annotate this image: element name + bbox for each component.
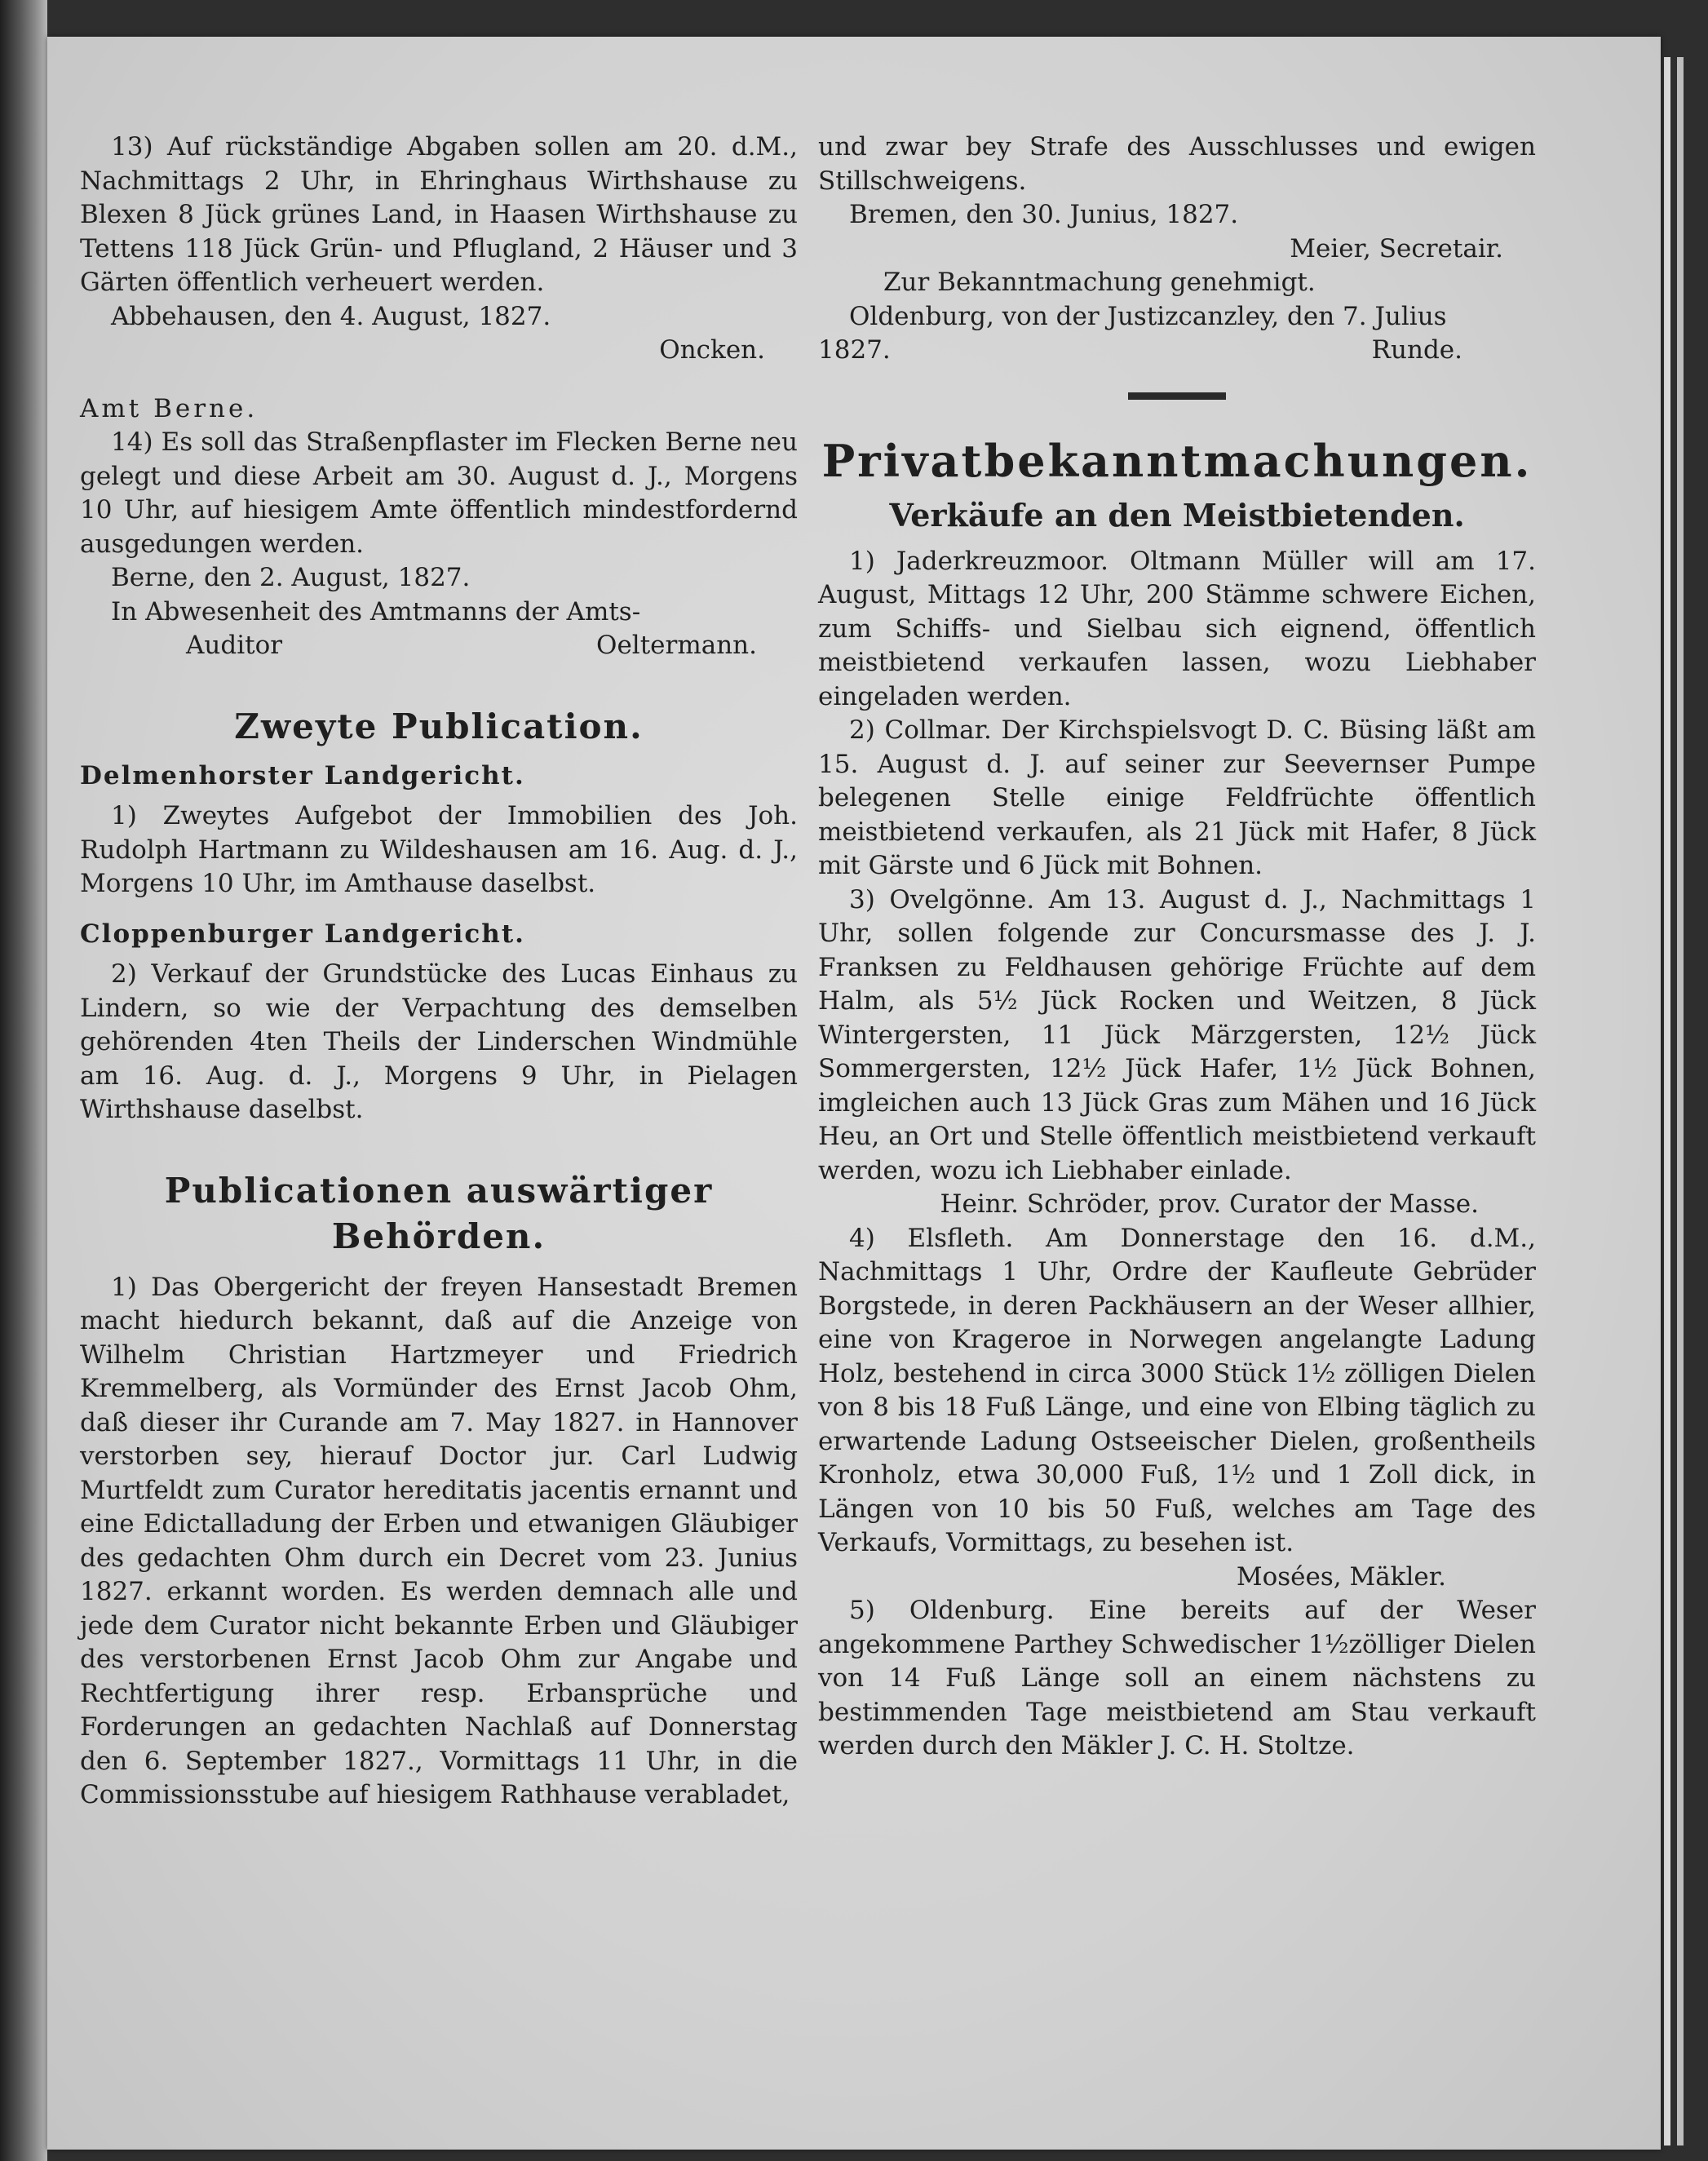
private-notice-2: 2) Collmar. Der Kirchspielsvogt D. C. Büsing läßt am 15. August d. J. auf seiner zur Seevernser Pumpe belegenen Stelle einige Feldfrüchte öffentlich meistbietend verkaufen, als 21 Jück mit Hafer, 8 Jück mit Gärste und 6 Jück mit Bohnen. <box>818 715 1536 880</box>
page-edge <box>1677 57 1684 2146</box>
private-notice-3: 3) Ovelgönne. Am 13. August d. J., Nachmittags 1 Uhr, sollen folgende zur Concursmasse des J. J. Franksen zu Feldhausen gehörige Früchte auf dem Halm, als 5½ Jück Rocken und Weitzen, 8 Jück Wintergersten, 11 Jück Märzgersten, 12½ Jück Sommergersten, 12½ Jück Hafer, 1½ Jück Bohnen, imgleichen auch 13 Jück Gras zum Mähen und 16 Jück Heu, an Ort und Stelle öffentlich meistbietend verkauft werden, wozu ich Liebhaber einlade. <box>818 884 1536 1185</box>
notice-13: 13) Auf rückständige Abgaben sollen am 20. d.M., Nachmittags 2 Uhr, in Ehringhaus Wirthshause zu Blexen 8 Jück grünes Land, in Haasen Wirthshause zu Tettens 118 Jück Grün- und Pflugland, 2 Häuser und 3 Gärten öffentlich verheuert werden. <box>80 132 798 297</box>
private-notice-4: 4) Elsfleth. Am Donnerstage den 16. d.M., Nachmittags 1 Uhr, Ordre der Kaufleute Gebrüder Borgstede, in deren Packhäusern an der Weser allhier, eine von Krageroe in Norwegen angelangte Ladung Holz, bestehend in circa 3000 Stück 1½ zölligen Dielen von 8 bis 18 Fuß Länge, und eine von Elbing täglich zu erwartende Ladung Ostseeischer Dielen, großentheils Kronholz, etwa 30,000 Fuß, 1½ und 1 Zoll dick, in Längen von 10 bis 50 Fuß, welches am Tage des Verkaufs, Vormittags, zu besehen ist. <box>818 1223 1536 1557</box>
notice-14: 14) Es soll das Straßenpflaster im Flecken Berne neu gelegt und diese Arbeit am 30. August d. J., Morgens 10 Uhr, auf hiesigem Amte öffentlich mindestfordernd ausgedungen werden. <box>80 427 798 559</box>
auction-sales-heading: Verkäufe an den Meistbietenden. <box>889 496 1465 534</box>
section-divider <box>1128 392 1226 400</box>
oldenburg-year: 1827. <box>818 335 891 365</box>
private-notice-3-signature: Heinr. Schröder, prov. Curator der Masse. <box>940 1189 1479 1219</box>
cloppenburg-notice-2: 2) Verkauf der Grundstücke des Lucas Einhaus zu Lindern, so wie der Verpachtung des demselben gehörenden 4ten Theils der Linderschen Windmühle am 16. Aug. d. J., Morgens 9 Uhr, in Pielagen Wirthshause daselbst. <box>80 959 798 1124</box>
notice-14-signature: Oeltermann. <box>596 631 757 660</box>
delmenhorst-notice-1: 1) Zweytes Aufgebot der Immobilien des Joh. Rudolph Hartmann zu Wildeshausen am 16. Aug. d. J., Morgens 10 Uhr, im Amthause daselbst. <box>80 801 798 898</box>
oldenburg-signature-line <box>818 334 1536 368</box>
notice-13-signature: Oncken. <box>659 335 765 365</box>
zweyte-publication-heading: Zweyte Publication. <box>234 706 644 746</box>
external-notice-1: 1) Das Obergericht der freyen Hansestadt Bremen macht hiedurch bekannt, daß auf die Anzeige von Wilhelm Christian Hartzmeyer und Friedrich Kremmelberg, als Vormünder des Ernst Jacob Ohm, daß dieser ihr Curande am 7. May 1827. in Hannover verstorben sey, hierauf Doctor jur. Carl Ludwig Murtfeldt zum Curator hereditatis jacentis ernannt und eine Edictalladung der Erben und etwanigen Gläubiger des gedachten Ohm durch ein Decret vom 23. Junius 1827. erkannt worden. Es werden demnach alle und jede dem Curator nicht bekannte Erben und Gläubiger des verstorbenen Ernst Jacob Ohm zur Angabe und Rechtfertigung ihrer resp. Erbansprüche und Forderungen an gedachten Nachlaß auf Donnerstag den 6. September 1827., Vormittags 11 Uhr, in die Commissionsstube auf hiesigem Rathhause verabladet, <box>80 1272 798 1809</box>
notice-14-signature-line <box>80 629 798 663</box>
amt-berne-heading: Amt Berne. <box>80 393 259 423</box>
continuation-text: und zwar bey Strafe des Ausschlusses und ewigen Stillschweigens. <box>818 132 1536 196</box>
oldenburg-signature: Runde. <box>1371 335 1462 365</box>
delmenhorst-court-heading: Delmenhorster Landgericht. <box>80 760 525 790</box>
notice-14-absence: In Abwesenheit des Amtmanns der Amts- <box>111 596 641 627</box>
oldenburg-chancery-date: Oldenburg, von der Justizcanzley, den 7. Julius <box>849 301 1447 331</box>
document-page <box>47 37 1661 2150</box>
bremen-date: Bremen, den 30. Junius, 1827. <box>849 200 1239 229</box>
right-column <box>818 131 1536 1764</box>
left-column <box>80 131 798 1813</box>
cloppenburg-court-heading: Cloppenburger Landgericht. <box>80 919 525 949</box>
private-notices-heading: Privatbekanntmachungen. <box>821 434 1533 487</box>
private-notice-4-signature: Mosées, Mäkler. <box>1236 1561 1446 1592</box>
approval-note: Zur Bekanntmachung genehmigt. <box>883 268 1316 297</box>
page-edge <box>1664 57 1670 2146</box>
private-notice-1: 1) Jaderkreuzmoor. Oltmann Müller will am 17. August, Mittags 12 Uhr, 200 Stämme schwere Eichen, zum Schiffs- und Sielbau sich eignend, öffentlich meistbietend verkaufen lassen, wozu Liebhaber eingeladen werden. <box>818 546 1536 711</box>
notice-14-place-date: Berne, den 2. August, 1827. <box>111 563 471 592</box>
book-spine <box>0 0 47 2161</box>
external-authorities-heading: Publicationen auswärtiger Behörden. <box>164 1170 714 1256</box>
notice-13-place-date: Abbehausen, den 4. August, 1827. <box>111 301 551 331</box>
notice-14-auditor: Auditor <box>186 631 283 660</box>
private-notice-5: 5) Oldenburg. Eine bereits auf der Weser angekommene Parthey Schwedischer 1½zölliger Dielen von 14 Fuß Länge soll an einem nächstens zu bestimmenden Tage meistbietend am Stau verkauft werden durch den Mäkler J. C. H. Stoltze. <box>818 1596 1536 1760</box>
bremen-signature: Meier, Secretair. <box>1290 233 1503 263</box>
